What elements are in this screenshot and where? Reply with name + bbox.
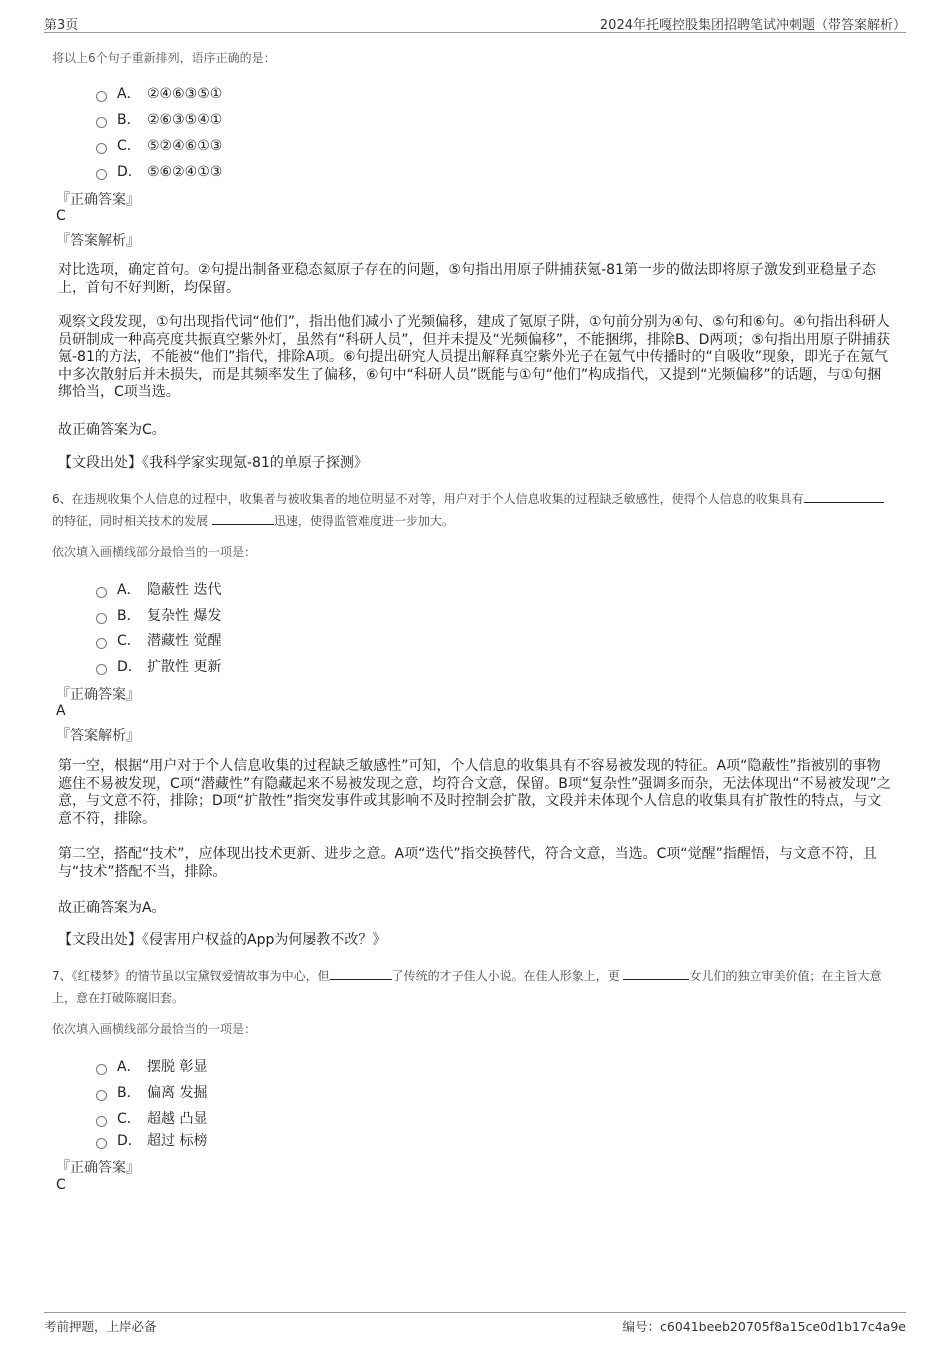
blank-line: [623, 967, 689, 980]
q6-answer-label: 『正确答案』: [56, 687, 140, 703]
page-number: 第3页: [44, 18, 79, 33]
q6-stem: 6、在违规收集个人信息的过程中，收集者与被收集者的地位明显不对等，用户对于个人信息收集的过程缺乏敏感性，使得个人信息的收集具有的特征，同时相关技术的发展 迅速，使得监管难度进一步加大。: [52, 488, 892, 532]
q7-stem: 7、《红楼梦》的情节虽以宝黛钗爱情故事为中心，但 了传统的才子佳人小说。在佳人形象上，更 女儿们的独立审美价值；在主旨大意上，意在打破陈腐旧套。: [52, 969, 882, 1005]
radio-icon[interactable]: [96, 143, 107, 154]
q5-source: 【文段出处】《我科学家实现氪-81的单原子探测》: [58, 455, 368, 471]
q6-answer: A: [56, 703, 66, 719]
q5-analysis-para-1: 对比选项，确定首句。②句提出制备亚稳态氦原子存在的问题，⑤句指出用原子阱捕获氪-81第一步的做法即将原子激发到亚稳量子态上，首句不好判断，均保留。: [58, 262, 876, 296]
footer-slogan: 考前押题，上岸必备: [44, 1319, 157, 1334]
radio-icon[interactable]: [96, 1138, 107, 1149]
q7-option-c[interactable]: C． 超越 凸显: [96, 1108, 207, 1128]
q7-option-b[interactable]: B． 偏离 发掘: [96, 1082, 207, 1102]
q5-answer-label: 『正确答案』: [56, 192, 140, 208]
q7-prompt: 依次填入画横线部分最恰当的一项是：: [52, 1022, 257, 1036]
q5-analysis-label: 『答案解析』: [56, 233, 140, 249]
q6-analysis-label: 『答案解析』: [56, 728, 140, 744]
radio-icon[interactable]: [96, 638, 107, 649]
radio-icon[interactable]: [96, 1064, 107, 1075]
q7-option-d[interactable]: D． 超过 标榜: [96, 1130, 207, 1150]
blank-line: [804, 490, 884, 503]
q5-prompt: 将以上6个句子重新排列，语序正确的是：: [52, 51, 276, 65]
radio-icon[interactable]: [96, 613, 107, 624]
q7-answer: C: [56, 1177, 66, 1193]
q6-analysis-para-1: 第一空，根据“用户对于个人信息收集的过程缺乏敏感性”可知，个人信息的收集具有不容易被发现的特征。A项“隐蔽性”指被别的事物遮住不易被发现，C项“潜藏性”有隐藏起来不易被发现之意，均符合文意，保留。B项“复杂性”强调多而杂，无法体现出“不易被发现”之意，与文意不符，排除；D项“扩散性”指突发事件或其影响不及时控制会扩散，文段并未体现个人信息的收集具有扩散性的特点，与文意不符，排除。: [58, 758, 891, 827]
q5-analysis-para-2: 观察文段发现，①句出现指代词“他们”，指出他们减小了光频偏移，建成了氪原子阱，①句前分别为④句、⑤句和⑥句。④句指出科研人员研制成一种高亮度共振真空紫外灯，虽然有“科研人员”，但并未提及“光频偏移”，不能捆绑，排除B、D两项；⑤句指出用原子阱捕获氪-81的方法，不能被“他们”指代，排除A项。⑥句提出研究人员提出解释真空紫外光子在氪气中传播时的“自吸收”现象，即光子在氪气中多次散射后并未损失，而是其频率发生了偏移，⑥句中“科研人员”既能与①句“他们”构成指代，又提到“光频偏移”的话题，与①句捆绑恰当，C项当选。: [58, 314, 890, 400]
q6-prompt: 依次填入画横线部分最恰当的一项是：: [52, 545, 257, 559]
q7-answer-label: 『正确答案』: [56, 1160, 140, 1176]
page-footer: [44, 1312, 906, 1335]
radio-icon[interactable]: [96, 1090, 107, 1101]
q7-option-a[interactable]: A． 摆脱 彰显: [96, 1056, 207, 1076]
q6-option-c[interactable]: C． 潜藏性 觉醒: [96, 630, 221, 650]
q5-analysis-para-3: 故正确答案为C。: [58, 422, 166, 438]
q5-option-b[interactable]: B． ②⑥③⑤④①: [96, 109, 222, 129]
q6-analysis-para-2: 第二空，搭配“技术”，应体现出技术更新、进步之意。A项“迭代”指交换替代，符合文意，当选。C项“觉醒”指醒悟，与文意不符，且与“技术”搭配不当，排除。: [58, 846, 877, 880]
document-id: 编号：c6041beeb20705f8a15ce0d1b17c4a9e: [622, 1319, 906, 1334]
radio-icon[interactable]: [96, 587, 107, 598]
q5-option-a[interactable]: A． ②④⑥③⑤①: [96, 83, 222, 103]
radio-icon[interactable]: [96, 169, 107, 180]
q6-option-a[interactable]: A． 隐蔽性 迭代: [96, 579, 221, 599]
radio-icon[interactable]: [96, 91, 107, 102]
q6-option-b[interactable]: B． 复杂性 爆发: [96, 605, 221, 625]
q6-source: 【文段出处】《侵害用户权益的App为何屡教不改？》: [58, 932, 387, 948]
q6-option-d[interactable]: D． 扩散性 更新: [96, 656, 221, 676]
radio-icon[interactable]: [96, 117, 107, 128]
page-header: [44, 12, 906, 33]
radio-icon[interactable]: [96, 1116, 107, 1127]
blank-line: [212, 512, 274, 525]
document-title: 2024年托嘎控股集团招聘笔试冲刺题（带答案解析）: [599, 18, 906, 33]
q5-option-d[interactable]: D． ⑤⑥②④①③: [96, 161, 222, 181]
q5-option-c[interactable]: C． ⑤②④⑥①③: [96, 135, 222, 155]
radio-icon[interactable]: [96, 664, 107, 675]
blank-line: [330, 967, 392, 980]
q5-answer: C: [56, 208, 66, 224]
q6-analysis-para-3: 故正确答案为A。: [58, 900, 166, 916]
